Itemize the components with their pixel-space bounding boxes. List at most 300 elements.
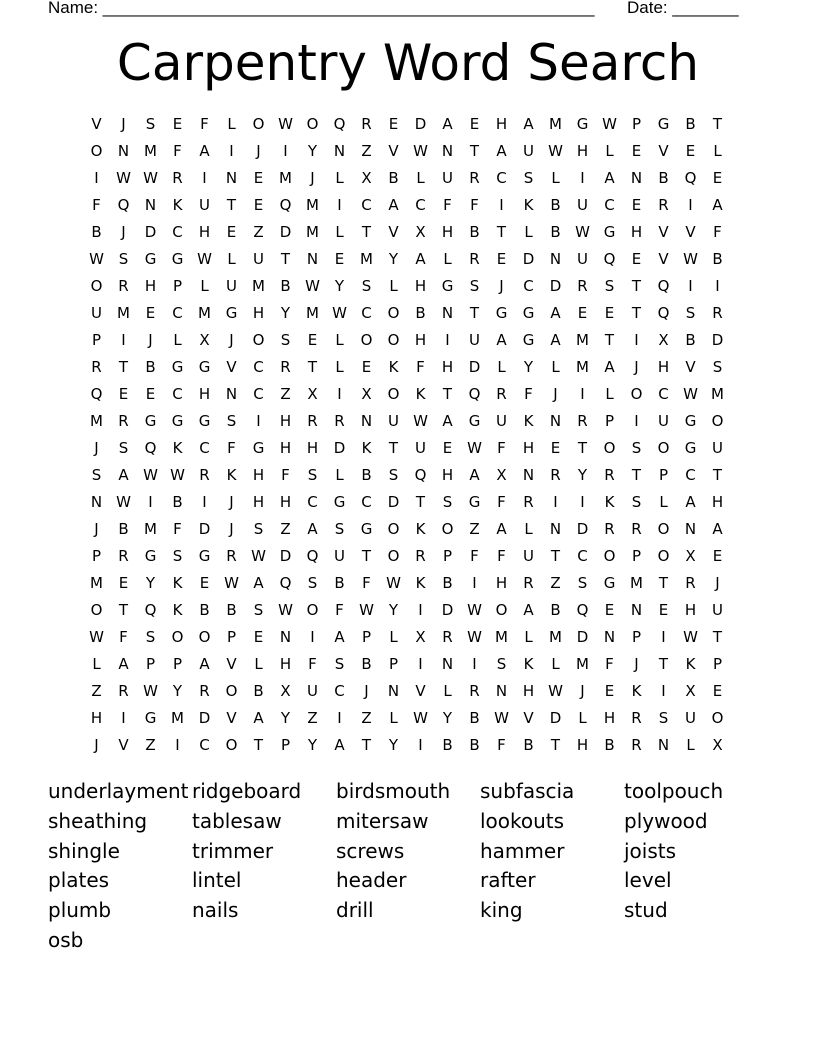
grid-letter: F bbox=[200, 115, 209, 133]
grid-row bbox=[83, 165, 731, 192]
grid-letter: I bbox=[499, 196, 504, 214]
word-list-item: stud bbox=[624, 898, 668, 923]
grid-letter: Z bbox=[361, 142, 372, 160]
grid-letter: S bbox=[307, 574, 318, 592]
grid-letter: R bbox=[280, 358, 291, 376]
grid-letter: V bbox=[226, 709, 237, 727]
grid-letter: T bbox=[415, 493, 426, 511]
grid-letter: T bbox=[658, 574, 669, 592]
grid-letter: O bbox=[225, 736, 238, 754]
grid-letter: J bbox=[256, 142, 261, 160]
grid-letter: H bbox=[279, 655, 292, 673]
grid-letter: Q bbox=[333, 115, 346, 133]
grid-letter: L bbox=[389, 628, 398, 646]
grid-letter: P bbox=[388, 655, 399, 673]
grid-letter: O bbox=[387, 331, 400, 349]
grid-letter: M bbox=[252, 277, 265, 295]
grid-letter: S bbox=[334, 655, 345, 673]
word-list-item: osb bbox=[48, 927, 84, 952]
grid-letter: J bbox=[94, 520, 99, 538]
grid-letter: N bbox=[441, 304, 454, 322]
grid-letter: A bbox=[118, 655, 129, 673]
grid-letter: W bbox=[143, 682, 158, 700]
grid-letter: E bbox=[658, 601, 669, 619]
grid-letter: N bbox=[306, 250, 319, 268]
word-list-item: header bbox=[336, 868, 407, 893]
grid-letter: H bbox=[576, 736, 589, 754]
grid-letter: E bbox=[496, 250, 507, 268]
grid-row bbox=[83, 462, 731, 489]
grid-letter: C bbox=[604, 196, 615, 214]
grid-letter: U bbox=[712, 601, 723, 619]
grid-letter: L bbox=[389, 709, 398, 727]
grid-letter: S bbox=[523, 169, 534, 187]
grid-letter: Z bbox=[91, 682, 102, 700]
grid-letter: C bbox=[199, 736, 210, 754]
grid-letter: E bbox=[469, 115, 480, 133]
grid-letter: T bbox=[496, 223, 507, 241]
grid-letter: W bbox=[251, 547, 266, 565]
grid-letter: D bbox=[522, 250, 535, 268]
grid-row bbox=[83, 408, 731, 435]
grid-letter: D bbox=[441, 601, 454, 619]
grid-letter: Q bbox=[144, 601, 157, 619]
grid-letter: T bbox=[631, 304, 642, 322]
grid-letter: F bbox=[470, 547, 479, 565]
word-list-item: mitersaw bbox=[336, 808, 429, 833]
grid-letter: E bbox=[604, 682, 615, 700]
grid-letter: N bbox=[657, 736, 670, 754]
grid-letter: G bbox=[144, 709, 157, 727]
grid-letter: I bbox=[634, 331, 639, 349]
grid-letter: T bbox=[307, 358, 318, 376]
grid-letter: O bbox=[171, 628, 184, 646]
grid-letter: K bbox=[604, 493, 615, 511]
grid-row bbox=[83, 705, 731, 732]
grid-letter: F bbox=[92, 196, 101, 214]
grid-letter: X bbox=[658, 331, 669, 349]
grid-letter: O bbox=[252, 115, 265, 133]
grid-letter: C bbox=[172, 223, 183, 241]
grid-letter: J bbox=[553, 385, 558, 403]
grid-letter: T bbox=[118, 601, 129, 619]
grid-letter: L bbox=[713, 142, 722, 160]
grid-letter: L bbox=[200, 277, 209, 295]
grid-letter: O bbox=[306, 601, 319, 619]
grid-row bbox=[83, 111, 731, 138]
grid-letter: I bbox=[175, 736, 180, 754]
grid-letter: U bbox=[685, 709, 696, 727]
grid-letter: H bbox=[576, 142, 589, 160]
grid-letter: M bbox=[495, 628, 508, 646]
grid-letter: W bbox=[413, 412, 428, 430]
grid-letter: T bbox=[550, 547, 561, 565]
grid-letter: R bbox=[118, 277, 129, 295]
grid-letter: X bbox=[415, 628, 426, 646]
grid-letter: E bbox=[388, 115, 399, 133]
grid-letter: H bbox=[522, 439, 535, 457]
grid-letter: H bbox=[711, 493, 724, 511]
grid-letter: W bbox=[494, 709, 509, 727]
grid-letter: B bbox=[415, 304, 426, 322]
grid-letter: E bbox=[118, 385, 129, 403]
grid-letter: N bbox=[333, 142, 346, 160]
grid-letter: W bbox=[683, 628, 698, 646]
grid-letter: Z bbox=[280, 385, 291, 403]
grid-letter: G bbox=[684, 439, 697, 457]
grid-letter: G bbox=[171, 250, 184, 268]
grid-letter: R bbox=[307, 412, 318, 430]
word-list-item: birdsmouth bbox=[336, 779, 451, 803]
grid-letter: V bbox=[415, 682, 426, 700]
grid-letter: M bbox=[144, 142, 157, 160]
grid-letter: R bbox=[118, 682, 129, 700]
grid-letter: I bbox=[661, 628, 666, 646]
grid-letter: F bbox=[173, 142, 182, 160]
grid-letter: K bbox=[172, 196, 183, 214]
grid-letter: R bbox=[415, 547, 426, 565]
grid-letter: Q bbox=[657, 304, 670, 322]
grid-letter: Q bbox=[279, 574, 292, 592]
grid-letter: G bbox=[468, 412, 481, 430]
grid-letter: N bbox=[117, 142, 130, 160]
grid-letter: C bbox=[361, 304, 372, 322]
grid-letter: E bbox=[145, 304, 156, 322]
grid-letter: X bbox=[712, 736, 723, 754]
grid-letter: Q bbox=[414, 466, 427, 484]
grid-letter: K bbox=[523, 412, 534, 430]
grid-letter: E bbox=[253, 169, 264, 187]
word-list-item: plywood bbox=[624, 808, 708, 833]
grid-letter: H bbox=[495, 115, 508, 133]
grid-letter: K bbox=[523, 655, 534, 673]
grid-letter: D bbox=[279, 547, 292, 565]
grid-letter: I bbox=[445, 331, 450, 349]
grid-letter: T bbox=[469, 142, 480, 160]
grid-letter: I bbox=[283, 142, 288, 160]
grid-letter: S bbox=[226, 412, 237, 430]
grid-letter: W bbox=[548, 142, 563, 160]
grid-letter: L bbox=[659, 493, 668, 511]
grid-letter: U bbox=[496, 412, 507, 430]
grid-letter: I bbox=[202, 169, 207, 187]
grid-letter: M bbox=[576, 331, 589, 349]
grid-letter: I bbox=[229, 142, 234, 160]
grid-letter: C bbox=[199, 439, 210, 457]
grid-row bbox=[83, 597, 731, 624]
grid-letter: M bbox=[360, 250, 373, 268]
grid-letter: F bbox=[605, 655, 614, 673]
grid-letter: C bbox=[253, 358, 264, 376]
grid-letter: P bbox=[91, 331, 102, 349]
grid-letter: B bbox=[658, 169, 669, 187]
grid-letter: B bbox=[469, 736, 480, 754]
grid-letter: S bbox=[631, 493, 642, 511]
grid-letter: O bbox=[603, 547, 616, 565]
grid-letter: H bbox=[198, 385, 211, 403]
word-list bbox=[48, 777, 768, 956]
name-field-line[interactable]: Name: ____________________________________________________ bbox=[48, 0, 595, 17]
grid-letter: S bbox=[253, 601, 264, 619]
grid-letter: B bbox=[469, 223, 480, 241]
word-list-item: ridgeboard bbox=[192, 779, 302, 803]
grid-letter: A bbox=[496, 331, 507, 349]
grid-letter: G bbox=[603, 223, 616, 241]
grid-letter: R bbox=[91, 358, 102, 376]
grid-letter: Y bbox=[523, 358, 534, 376]
grid-letter: A bbox=[415, 250, 426, 268]
grid-letter: E bbox=[199, 574, 210, 592]
grid-letter: E bbox=[712, 169, 723, 187]
grid-letter: I bbox=[472, 574, 477, 592]
grid-letter: I bbox=[121, 709, 126, 727]
grid-letter: F bbox=[308, 655, 317, 673]
grid-letter: U bbox=[91, 304, 102, 322]
grid-letter: P bbox=[361, 628, 372, 646]
grid-letter: S bbox=[577, 574, 588, 592]
grid-letter: H bbox=[198, 223, 211, 241]
grid-letter: M bbox=[198, 304, 211, 322]
grid-letter: N bbox=[441, 655, 454, 673]
grid-letter: R bbox=[523, 574, 534, 592]
grid-letter: A bbox=[550, 304, 561, 322]
grid-letter: N bbox=[360, 412, 373, 430]
grid-letter: T bbox=[550, 736, 561, 754]
grid-letter: R bbox=[685, 574, 696, 592]
grid-letter: N bbox=[387, 682, 400, 700]
grid-letter: A bbox=[334, 628, 345, 646]
grid-letter: S bbox=[658, 709, 669, 727]
grid-letter: O bbox=[603, 439, 616, 457]
grid-letter: D bbox=[414, 115, 427, 133]
grid-letter: H bbox=[144, 277, 157, 295]
grid-row bbox=[83, 273, 731, 300]
grid-row bbox=[83, 732, 731, 759]
grid-letter: M bbox=[306, 304, 319, 322]
grid-row bbox=[83, 138, 731, 165]
grid-letter: L bbox=[605, 385, 614, 403]
grid-row bbox=[83, 624, 731, 651]
grid-letter: L bbox=[578, 709, 587, 727]
grid-letter: D bbox=[198, 709, 211, 727]
grid-letter: I bbox=[661, 682, 666, 700]
grid-letter: W bbox=[143, 466, 158, 484]
grid-letter: K bbox=[415, 574, 426, 592]
grid-letter: N bbox=[603, 628, 616, 646]
grid-letter: O bbox=[360, 331, 373, 349]
grid-letter: C bbox=[415, 196, 426, 214]
grid-letter: B bbox=[253, 682, 264, 700]
grid-letter: I bbox=[688, 277, 693, 295]
grid-letter: I bbox=[472, 655, 477, 673]
grid-letter: O bbox=[198, 628, 211, 646]
grid-letter: S bbox=[145, 628, 156, 646]
grid-letter: J bbox=[148, 331, 153, 349]
grid-letter: W bbox=[602, 115, 617, 133]
grid-letter: G bbox=[252, 439, 265, 457]
grid-letter: R bbox=[469, 169, 480, 187]
grid-letter: U bbox=[442, 169, 453, 187]
grid-letter: N bbox=[549, 520, 562, 538]
grid-row bbox=[83, 246, 731, 273]
grid-letter: R bbox=[523, 493, 534, 511]
grid-letter: G bbox=[144, 250, 157, 268]
grid-letter: K bbox=[361, 439, 372, 457]
grid-letter: W bbox=[89, 628, 104, 646]
grid-letter: X bbox=[280, 682, 291, 700]
word-list-item: nails bbox=[192, 898, 239, 923]
grid-letter: S bbox=[685, 304, 696, 322]
grid-letter: M bbox=[576, 655, 589, 673]
grid-letter: T bbox=[118, 358, 129, 376]
grid-letter: H bbox=[441, 358, 454, 376]
word-list-item: drill bbox=[336, 898, 374, 923]
grid-letter: X bbox=[361, 169, 372, 187]
grid-letter: P bbox=[631, 628, 642, 646]
grid-letter: B bbox=[685, 115, 696, 133]
grid-letter: W bbox=[143, 169, 158, 187]
grid-letter: Y bbox=[388, 601, 399, 619]
grid-row bbox=[83, 516, 731, 543]
grid-letter: E bbox=[226, 223, 237, 241]
grid-letter: K bbox=[523, 196, 534, 214]
grid-letter: R bbox=[469, 682, 480, 700]
grid-letter: G bbox=[441, 277, 454, 295]
grid-letter: K bbox=[172, 601, 183, 619]
grid-letter: W bbox=[413, 142, 428, 160]
grid-letter: L bbox=[335, 466, 344, 484]
grid-letter: I bbox=[94, 169, 99, 187]
word-list-item: lookouts bbox=[480, 808, 565, 833]
grid-letter: P bbox=[91, 547, 102, 565]
grid-letter: H bbox=[414, 331, 427, 349]
grid-letter: V bbox=[226, 655, 237, 673]
grid-letter: L bbox=[443, 682, 452, 700]
word-list-item: trimmer bbox=[192, 838, 274, 863]
grid-letter: U bbox=[577, 250, 588, 268]
grid-letter: A bbox=[523, 601, 534, 619]
grid-letter: Y bbox=[307, 736, 318, 754]
grid-letter: W bbox=[116, 493, 131, 511]
grid-letter: D bbox=[333, 439, 346, 457]
word-list-item: hammer bbox=[480, 838, 565, 863]
grid-letter: A bbox=[685, 493, 696, 511]
grid-letter: B bbox=[118, 520, 129, 538]
grid-letter: T bbox=[253, 736, 264, 754]
grid-row bbox=[83, 327, 731, 354]
grid-letter: J bbox=[121, 115, 126, 133]
grid-letter: Z bbox=[469, 520, 480, 538]
grid-row bbox=[83, 381, 731, 408]
grid-letter: E bbox=[145, 385, 156, 403]
grid-letter: U bbox=[523, 142, 534, 160]
grid-letter: S bbox=[118, 250, 129, 268]
grid-letter: L bbox=[605, 142, 614, 160]
grid-letter: B bbox=[334, 574, 345, 592]
grid-letter: N bbox=[549, 250, 562, 268]
grid-letter: R bbox=[469, 250, 480, 268]
grid-letter: R bbox=[172, 169, 183, 187]
grid-letter: K bbox=[415, 520, 426, 538]
grid-letter: D bbox=[198, 520, 211, 538]
grid-letter: A bbox=[199, 655, 210, 673]
word-list-item: plumb bbox=[48, 898, 112, 923]
grid-letter: N bbox=[441, 142, 454, 160]
grid-letter: A bbox=[253, 709, 264, 727]
grid-letter: H bbox=[252, 466, 265, 484]
grid-letter: R bbox=[604, 520, 615, 538]
grid-letter: O bbox=[387, 547, 400, 565]
grid-letter: J bbox=[580, 682, 585, 700]
grid-letter: V bbox=[685, 223, 696, 241]
grid-letter: W bbox=[89, 250, 104, 268]
grid-letter: Z bbox=[307, 709, 318, 727]
grid-letter: A bbox=[307, 520, 318, 538]
grid-letter: P bbox=[172, 655, 183, 673]
grid-letter: L bbox=[227, 250, 236, 268]
grid-letter: N bbox=[225, 385, 238, 403]
grid-letter: N bbox=[522, 466, 535, 484]
grid-letter: P bbox=[604, 412, 615, 430]
grid-letter: T bbox=[631, 466, 642, 484]
grid-letter: B bbox=[442, 574, 453, 592]
date-field-line[interactable]: Date: _______ bbox=[627, 0, 739, 17]
grid-letter: L bbox=[173, 331, 182, 349]
grid-letter: U bbox=[658, 412, 669, 430]
grid-letter: M bbox=[306, 196, 319, 214]
grid-letter: R bbox=[226, 547, 237, 565]
grid-letter: I bbox=[148, 493, 153, 511]
grid-letter: E bbox=[577, 304, 588, 322]
grid-letter: Y bbox=[388, 736, 399, 754]
grid-letter: Q bbox=[684, 169, 697, 187]
grid-letter: Y bbox=[280, 304, 291, 322]
grid-letter: S bbox=[631, 439, 642, 457]
grid-letter: Q bbox=[90, 385, 103, 403]
grid-letter: B bbox=[550, 196, 561, 214]
grid-letter: O bbox=[711, 709, 724, 727]
grid-letter: X bbox=[685, 682, 696, 700]
grid-letter: S bbox=[361, 277, 372, 295]
grid-letter: S bbox=[253, 520, 264, 538]
grid-letter: W bbox=[386, 574, 401, 592]
grid-letter: H bbox=[252, 493, 265, 511]
grid-letter: R bbox=[361, 115, 372, 133]
grid-letter: T bbox=[361, 223, 372, 241]
grid-letter: C bbox=[685, 466, 696, 484]
grid-letter: R bbox=[631, 709, 642, 727]
grid-letter: F bbox=[173, 520, 182, 538]
grid-letter: G bbox=[144, 547, 157, 565]
grid-row bbox=[83, 570, 731, 597]
grid-letter: E bbox=[172, 115, 183, 133]
grid-letter: I bbox=[688, 196, 693, 214]
grid-letter: E bbox=[604, 304, 615, 322]
grid-letter: G bbox=[468, 493, 481, 511]
grid-letter: T bbox=[361, 736, 372, 754]
grid-letter: I bbox=[121, 331, 126, 349]
grid-letter: Y bbox=[577, 466, 588, 484]
grid-letter: O bbox=[387, 385, 400, 403]
grid-letter: A bbox=[469, 466, 480, 484]
grid-letter: A bbox=[550, 331, 561, 349]
grid-letter: T bbox=[712, 628, 723, 646]
grid-letter: I bbox=[553, 493, 558, 511]
grid-letter: F bbox=[497, 493, 506, 511]
grid-letter: E bbox=[550, 439, 561, 457]
grid-letter: X bbox=[415, 223, 426, 241]
grid-letter: B bbox=[469, 709, 480, 727]
